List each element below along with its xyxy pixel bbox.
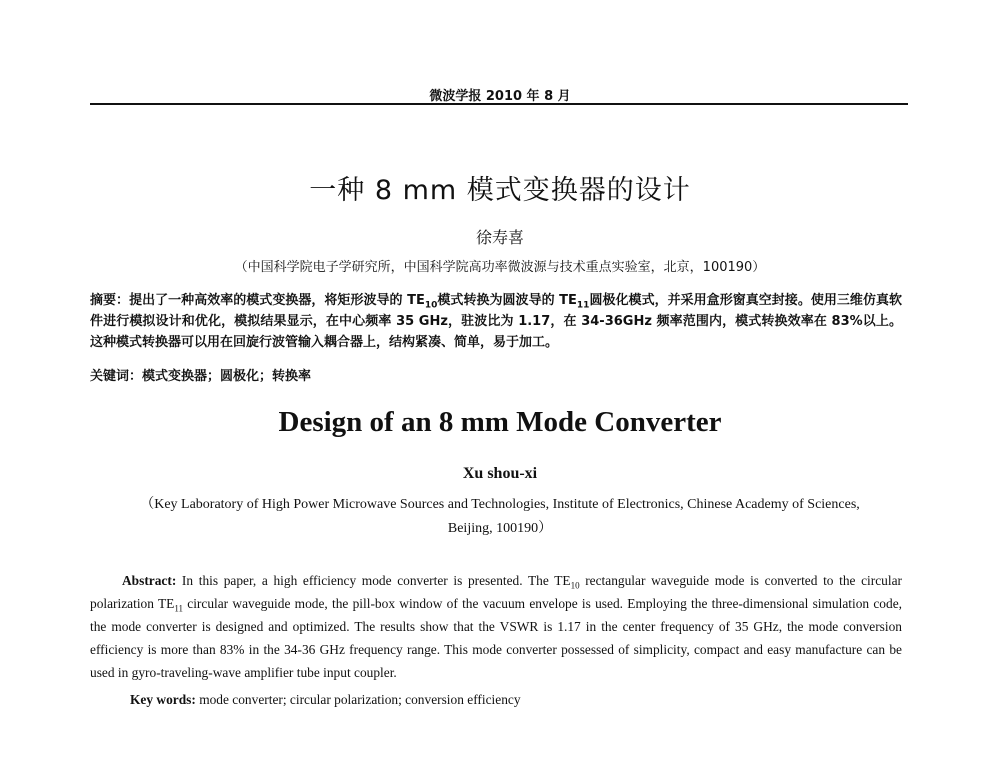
author-english: Xu shou-xi: [462, 465, 538, 482]
abstract-label-chinese: 摘要：: [90, 293, 130, 308]
author-chinese: 徐寿喜: [475, 228, 524, 247]
abstract-subscript-chinese-1: 10: [424, 300, 438, 311]
abstract-subscript-chinese-2: 11: [576, 300, 590, 311]
affiliation-chinese: （中国科学院电子学研究所，中国科学院高功率微波源与技术重点实验室，北京，100190）: [234, 260, 766, 275]
affiliation-english: [120, 493, 880, 541]
keywords-english: [130, 692, 900, 708]
affiliation-english-line-1: （Key Laboratory of High Power Microwave Sources and Technologies, Institute of Electronics, Chinese Academy of Sciences,: [140, 497, 860, 512]
keywords-label-english: Key words:: [130, 692, 196, 707]
abstract-text-english-2: rectangular waveguide mode is converted to the circular polarization TE: [90, 573, 902, 611]
abstract-text-chinese-1: 提出了一种高效率的模式变换器，将矩形波导的 TE: [129, 293, 425, 308]
keywords-text-chinese: 模式变换器；圆极化；转换率: [142, 369, 312, 384]
journal-header: 微波学报 2010 年 8 月: [429, 89, 571, 104]
abstract-english: [90, 569, 902, 684]
affiliation-english-line-2: Beijing, 100190）: [447, 521, 553, 536]
keywords-chinese: [90, 365, 902, 384]
abstract-subscript-english-2: 11: [174, 603, 183, 614]
title-english: Design of an 8 mm Mode Converter: [278, 406, 722, 438]
abstract-subscript-english-1: 10: [570, 580, 580, 591]
abstract-chinese: [90, 290, 902, 353]
abstract-text-chinese-2: 模式转换为圆波导的 TE: [437, 293, 577, 308]
abstract-text-english-3: circular waveguide mode, the pill-box window of the vacuum envelope is used. Employing the three-dimensional simulation code, the mode converter is designed and optimized. The results show that the VSWR is 1.17 in the center frequency of 35 GHz, the mode conversion efficiency is more than 83% in the 34-36 GHz frequency range. This mode converter possessed of simplicity, compact and easy manufacture can be used in gyro-traveling-wave amplifier tube input coupler.: [90, 596, 902, 680]
abstract-text-chinese-3: 圆极化模式，并采用盒形窗真空封接。使用三维仿真软件进行模拟设计和优化，模拟结果显示，在中心频率 35 GHz，驻波比为 1.17，在 34-36GHz 频率范围内，模式转换效率在 83%以上。这种模式转换器可以用在回旋行波管输入耦合器上，结构紧凑、简单，易于加工。: [90, 293, 902, 350]
abstract-text-english-1: In this paper, a high efficiency mode converter is presented. The TE: [176, 573, 571, 588]
abstract-label-english: Abstract:: [122, 573, 177, 588]
title-chinese: 一种 8 mm 模式变换器的设计: [309, 175, 691, 206]
keywords-text-english: mode converter; circular polarization; conversion efficiency: [195, 692, 521, 707]
header-rule: [90, 103, 908, 105]
keywords-label-chinese: 关键词：: [90, 369, 143, 384]
